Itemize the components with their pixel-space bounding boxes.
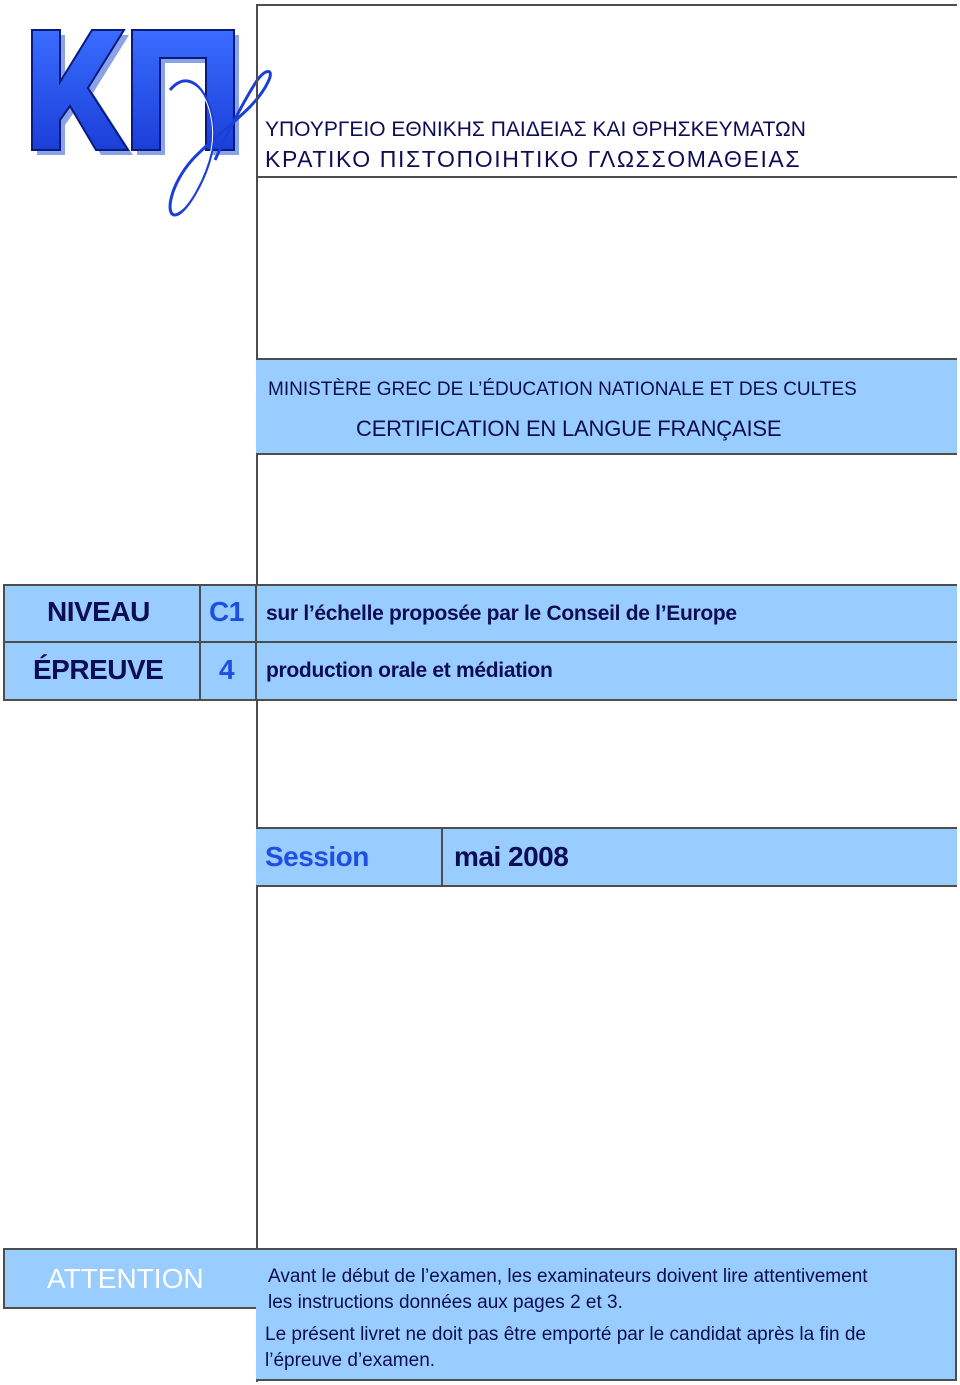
certificate-greek: ΚΡΑΤΙΚΟ ΠΙΣΤΟΠΟΙΗΤΙΚΟ ΓΛΩΣΣΟΜΑΘΕΙΑΣ	[265, 146, 802, 172]
test-value: 4	[219, 654, 235, 685]
session-value: mai 2008	[454, 841, 569, 872]
attention-message-box	[256, 1248, 957, 1381]
test-label: ÉPREUVE	[33, 654, 164, 685]
french-header-band	[256, 358, 957, 455]
attention-line-1: Avant le début de l’examen, les examinateurs doivent lire attentivement	[268, 1266, 868, 1287]
session-label: Session	[265, 841, 369, 872]
attention-line-2: les instructions données aux pages 2 et 3.	[268, 1292, 623, 1313]
test-description: production orale et médiation	[266, 659, 553, 682]
ministry-french: MINISTÈRE GREC DE L’ÉDUCATION NATIONALE ET DES CULTES	[268, 379, 857, 400]
attention-label: ATTENTION	[47, 1263, 204, 1294]
kpg-logo	[20, 20, 290, 225]
ministry-greek: ΥΠΟΥΡΓΕΙΟ ΕΘΝΙΚΗΣ ΠΑΙΔΕΙΑΣ ΚΑΙ ΘΡΗΣΚΕΥΜΑΤΩΝ	[265, 118, 806, 141]
frame-top-rule	[256, 4, 957, 6]
kpg-logo-graphic	[20, 20, 290, 225]
certification-title: CERTIFICATION EN LANGUE FRANÇAISE	[356, 416, 782, 441]
attention-line-3: Le présent livret ne doit pas être emporté par le candidat après la fin de	[265, 1324, 866, 1345]
level-label: NIVEAU	[47, 596, 150, 627]
header-underline	[256, 176, 957, 178]
level-description: sur l’échelle proposée par le Conseil de l’Europe	[266, 602, 737, 625]
attention-line-4: l’épreuve d’examen.	[265, 1350, 436, 1371]
level-value: C1	[209, 596, 244, 627]
attention-label-box	[3, 1248, 258, 1309]
session-band	[256, 827, 957, 887]
level-test-table	[3, 584, 957, 701]
